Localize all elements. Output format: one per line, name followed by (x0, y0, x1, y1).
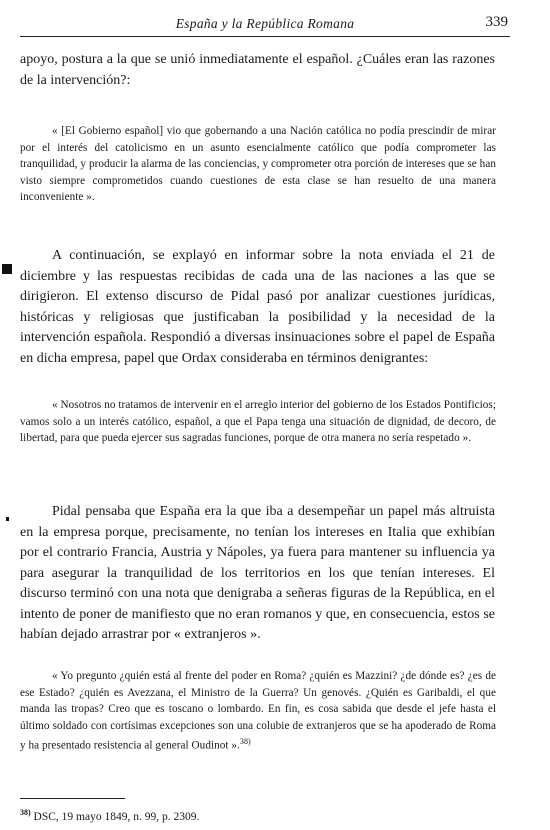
footnote-reference: 38) (239, 737, 251, 747)
running-title: España y la República Romana (175, 16, 355, 31)
margin-mark (2, 264, 12, 274)
running-head (20, 12, 510, 37)
footnote-rule (20, 798, 125, 799)
block-quote-2 (20, 397, 496, 447)
paragraph-3 (20, 502, 495, 646)
block-quote-1 (20, 123, 496, 206)
footnote (20, 806, 490, 824)
footnote-marker: 38) (20, 808, 31, 817)
quote-text: « Nosotros no tratamos de intervenir en el arreglo interior del gobierno de los Estados Pontificios; vamos solo a un interés católico, español, a que el Papa tenga una situación de dignidad, de decoro, de libertad, para que pueda ejercer sus sagradas funciones, porque de otra manera no sería respetado ». (20, 399, 496, 445)
paragraph-text: A continuación, se explayó en informar sobre la nota enviada el 21 de diciembre y las respuestas recibidas de cada una de las naciones a las que se dirigieron. El extenso discurso de Pidal pasó por analizar cuestiones jurídicas, históricas y religiosas que justificaban la posibilidad y la necesidad de la intervención española. Respondió a diversas insinuaciones sobre el papel de España en dicha empresa, papel que Ordax consideraba en términos denigrantes: (20, 248, 495, 366)
page-number: 339 (485, 14, 508, 30)
paragraph-text: Pidal pensaba que España era la que iba a desempeñar un papel más altruista en la empresa porque, precisamente, no tenían los intereses en Italia que exhibían por el contrario Francia, Austria y Nápoles, ya fuera para mantener su influencia ya para asegurar la tranquilidad de los territorios en los que tenían intereses. El discurso terminó con una nota que denigraba a señeras figuras de la República, en el intento de poner de manifiesto que no eran romanos y que, en consecuencia, estos se habían dejado arrastrar por « extranjeros ». (20, 504, 495, 642)
paragraph-text: apoyo, postura a la que se unió inmediatamente el español. ¿Cuáles eran las razones de la intervención?: (20, 52, 495, 88)
quote-body: « Yo pregunto ¿quién está al frente del poder en Roma? ¿quién es Mazzini? ¿de dónde es? ¿es de ese Estado? ¿quién es Avezzana, el Ministro de la Guerra? Un genovés. ¿Quién es Garibaldi, el que manda las tropas? Creo que es toscano o lombardo. En fin, es cosa sabida que desde el jefe hasta el último soldado con cortísimas excepciones son una colubie de extranjeros que se ha apoderado de Roma y ha presentado resistencia al general Oudinot ». (20, 670, 496, 753)
quote-text: « [El Gobierno español] vio que gobernando a una Nación católica no podía prescindir de mirar por el interés del catolicismo en un asunto esencialmente católico que podía comprometer las tranquilidad, y producir la alarma de las conciencias, y comprometer otra porción de intereses que se han visto siempre comprometidos cuando cuestiones de esta clase se han resuelto de una manera inconveniente ». (20, 125, 496, 204)
paragraph-2 (20, 246, 495, 369)
block-quote-3 (20, 668, 496, 755)
footnote-text: DSC, 19 mayo 1849, n. 99, p. 2309. (33, 810, 200, 823)
margin-dot (6, 517, 9, 521)
paragraph-1 (20, 50, 495, 91)
quote-text (20, 668, 496, 755)
